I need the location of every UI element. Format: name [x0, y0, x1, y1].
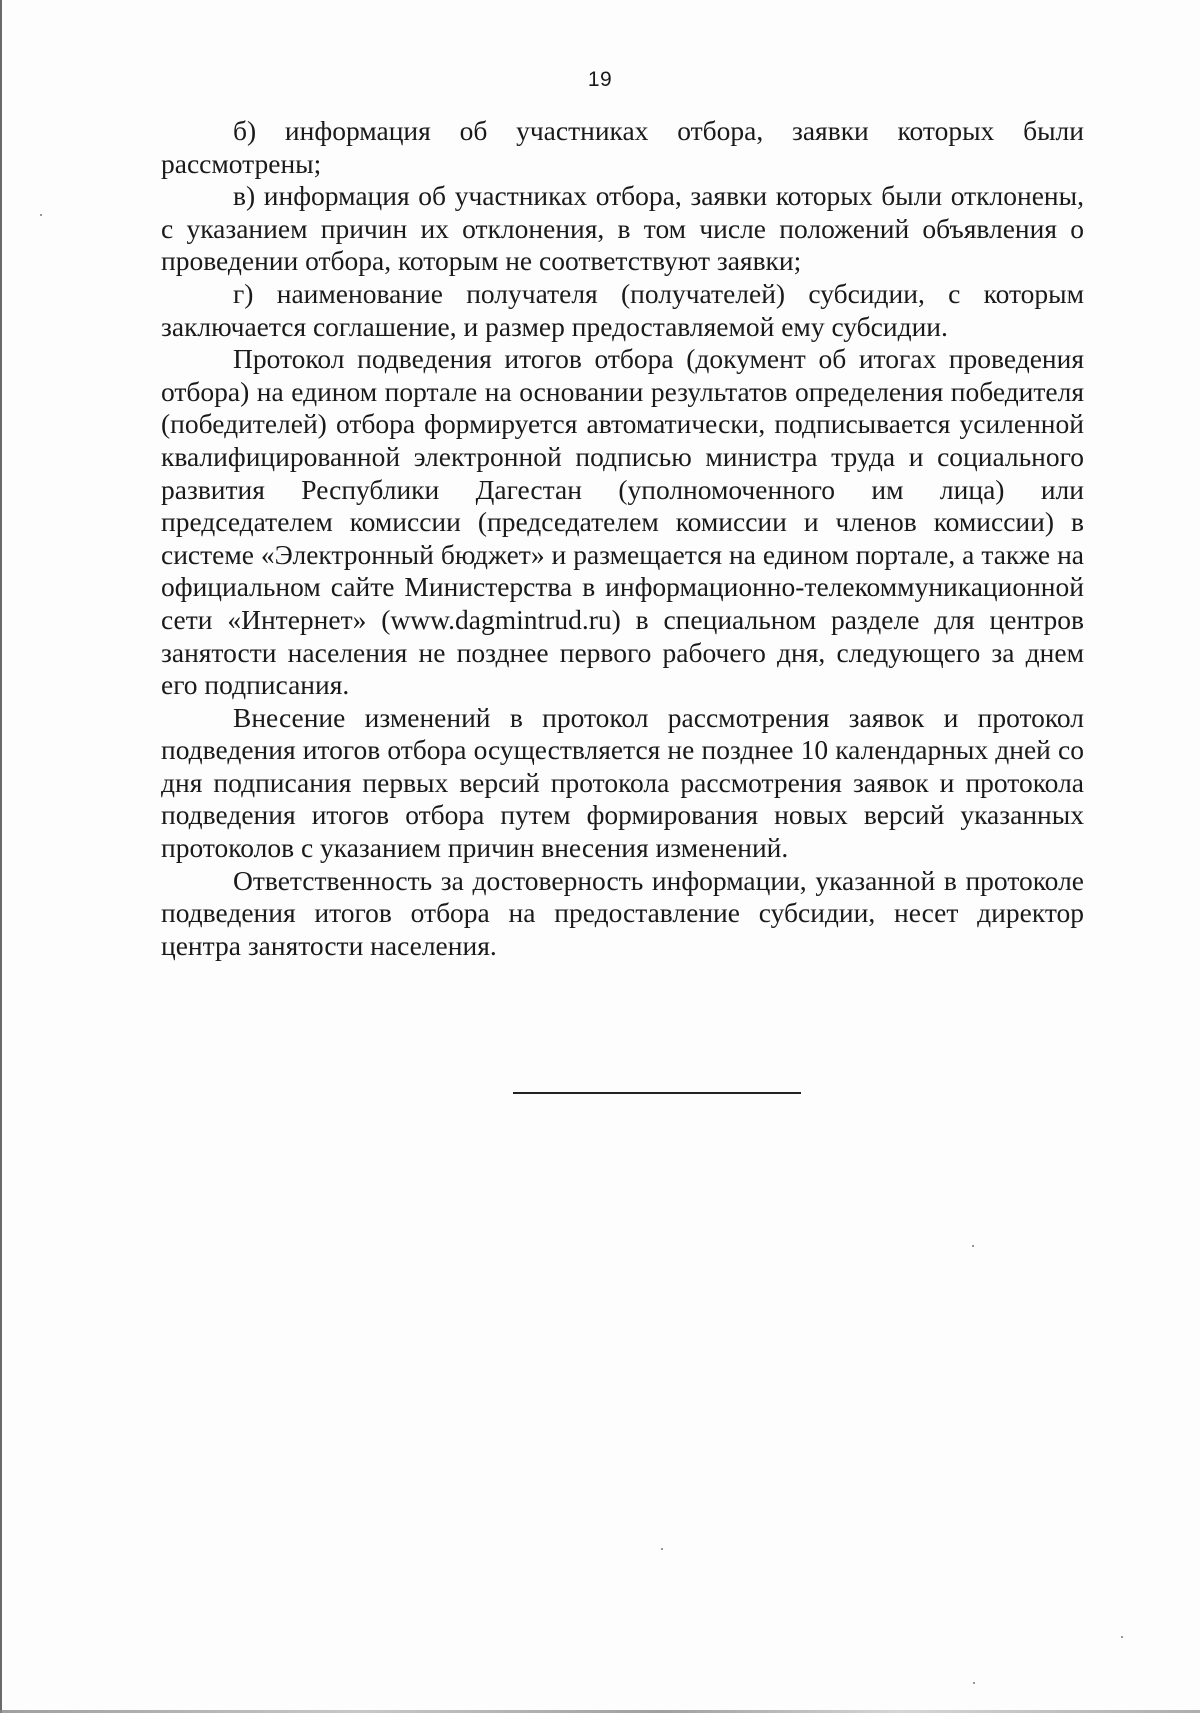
page-number: 19	[587, 68, 613, 91]
scan-speck	[973, 1682, 975, 1684]
end-separator-line	[513, 1092, 801, 1094]
scan-speck	[972, 1245, 974, 1247]
document-body	[161, 115, 1084, 962]
paragraph-protocol-summary: Протокол подведения итогов отбора (документ об итогах проведения отбора) на едином портале на основании результатов определения победителя (победителей) отбора формируется автоматически, подписывается усиленной квалифицированной электронной подписью министра труда и социального развития Республики Дагестан (уполномоченного им лица) или председателем комиссии (председателем комиссии и членов комиссии) в системе «Электронный бюджет» и размещается на едином портале, а также на официальном сайте Министерства в информационно-телекоммуникационной сети «Интернет» (www.dagmintrud.ru) в специальном разделе для центров занятости населения не позднее первого рабочего дня, следующего за днем его подписания.	[161, 343, 1084, 701]
paragraph-protocol-changes: Внесение изменений в протокол рассмотрения заявок и протокол подведения итогов отбора осуществляется не позднее 10 календарных дней со дня подписания первых версий протокола рассмотрения заявок и протокола подведения итогов отбора путем формирования новых версий указанных протоколов с указанием причин внесения изменений.	[161, 701, 1084, 864]
paragraph-item-g: г) наименование получателя (получателей) субсидии, с которым заключается соглашение, и размер предоставляемой ему субсидии.	[161, 277, 1084, 342]
paragraph-item-v: в) информация об участниках отбора, заявки которых были отклонены, с указанием причин их отклонения, в том числе положений объявления о проведении отбора, которым не соответствуют заявки;	[161, 180, 1084, 277]
scan-speck	[1121, 1636, 1123, 1638]
scan-edge-left	[0, 0, 2, 1713]
paragraph-item-b: б) информация об участниках отбора, заявки которых были рассмотрены;	[161, 115, 1084, 179]
scan-speck	[661, 1548, 663, 1550]
scan-speck	[40, 214, 42, 216]
paragraph-responsibility: Ответственность за достоверность информации, указанной в протоколе подведения итогов отбора на предоставление субсидии, несет директор центра занятости населения.	[161, 864, 1084, 961]
